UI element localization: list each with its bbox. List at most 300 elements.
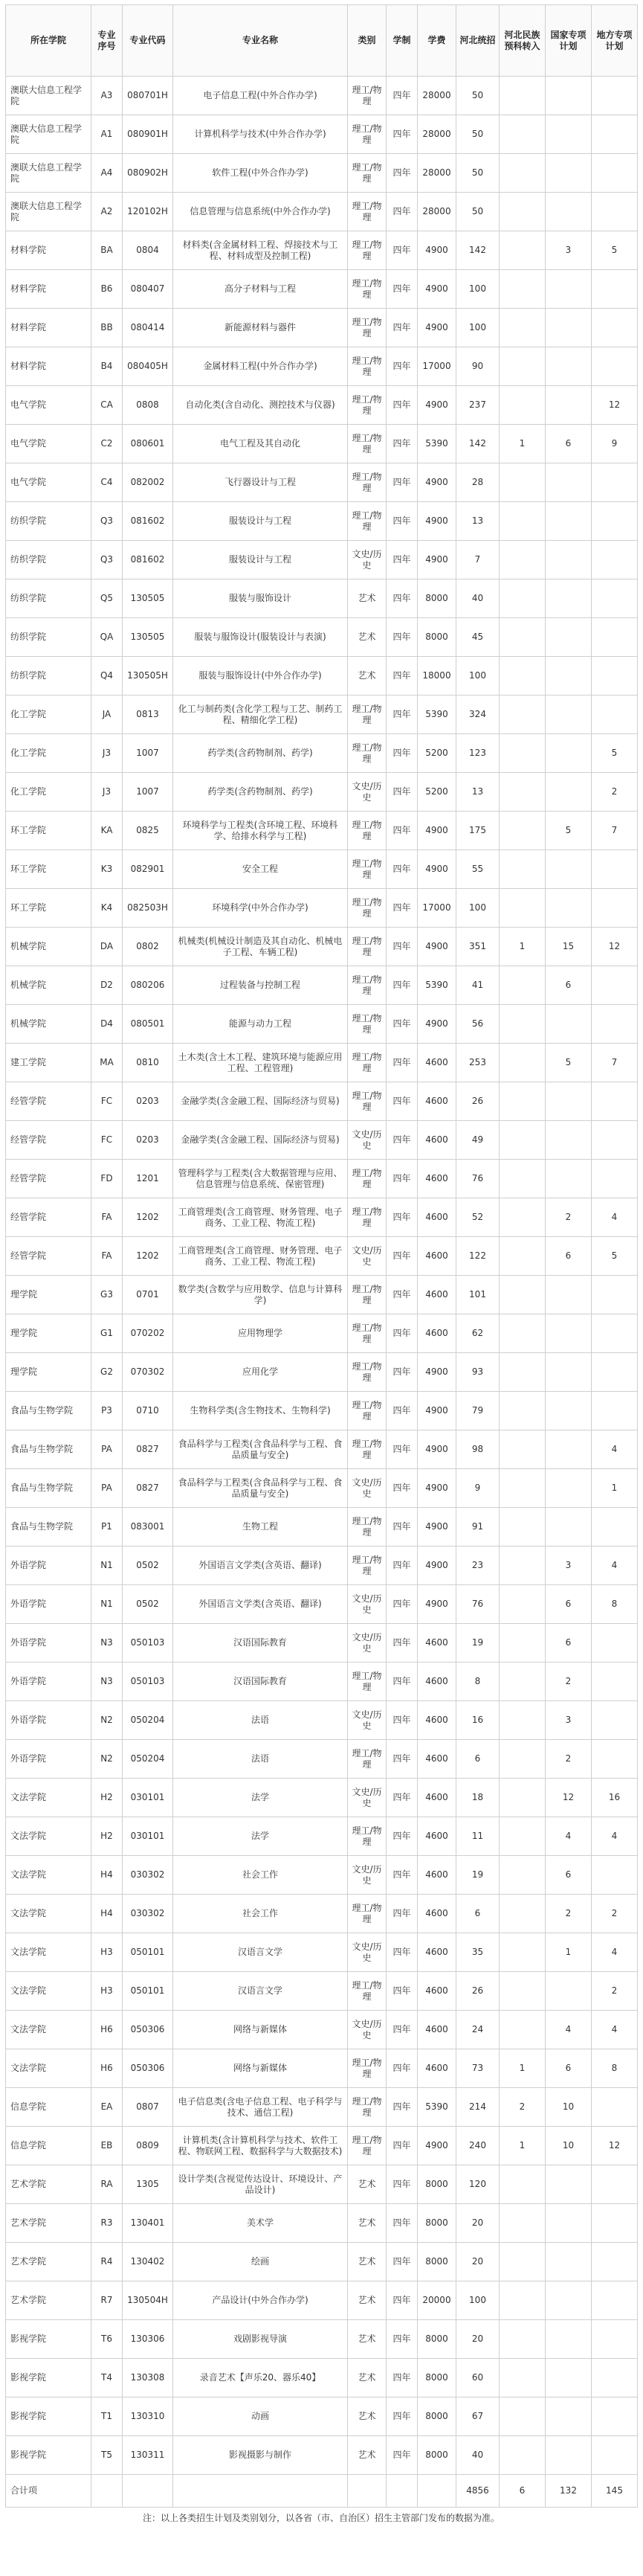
cell-seq: T5 (91, 2436, 123, 2475)
table-row (6, 966, 638, 1005)
cell-fee: 4900 (418, 850, 456, 889)
cell-code: 082901 (123, 850, 173, 889)
cell-seq: CA (91, 386, 123, 425)
cell-college: 材料学院 (6, 347, 91, 386)
cell-minzu (500, 2397, 546, 2436)
cell-name: 设计学类(含视觉传达设计、环境设计、产品设计) (173, 2165, 348, 2204)
cell-college: 经管学院 (6, 1237, 91, 1276)
cell-name: 食品科学与工程类(含食品科学与工程、食品质量与安全) (173, 1430, 348, 1469)
table-row (6, 734, 638, 773)
cell-fee: 4900 (418, 1546, 456, 1585)
cell-fee: 4600 (418, 1276, 456, 1314)
cell-seq: H2 (91, 1817, 123, 1856)
cell-name: 食品科学与工程类(含食品科学与工程、食品质量与安全) (173, 1469, 348, 1508)
cell-hebei: 100 (456, 657, 500, 696)
cell-code: 050306 (123, 2049, 173, 2088)
cell-category: 理工/物理 (348, 1430, 387, 1469)
cell-category: 理工/物理 (348, 1005, 387, 1044)
cell-national: 2 (546, 1895, 592, 1933)
cell-fee: 4900 (418, 309, 456, 347)
cell-minzu (500, 1740, 546, 1779)
table-row (6, 309, 638, 347)
cell-minzu (500, 889, 546, 928)
cell-code: 082002 (123, 463, 173, 502)
cell-minzu (500, 1933, 546, 1972)
cell-years: 四年 (387, 928, 418, 966)
table-row (6, 850, 638, 889)
cell-category: 文史/历史 (348, 1624, 387, 1663)
cell-fee: 18000 (418, 657, 456, 696)
table-header-row (6, 5, 638, 77)
cell-years: 四年 (387, 502, 418, 541)
cell-seq: T1 (91, 2397, 123, 2436)
cell-local (592, 618, 638, 657)
cell-category: 理工/物理 (348, 1392, 387, 1430)
cell-years: 四年 (387, 270, 418, 309)
cell-name: 汉语言文学 (173, 1933, 348, 1972)
cell-code: 030302 (123, 1895, 173, 1933)
cell-hebei: 20 (456, 2243, 500, 2281)
cell-fee: 28000 (418, 154, 456, 193)
cell-local: 1 (592, 1469, 638, 1508)
table-row (6, 463, 638, 502)
cell-college: 理学院 (6, 1314, 91, 1353)
cell-years: 四年 (387, 966, 418, 1005)
cell-seq: K3 (91, 850, 123, 889)
cell-seq: R7 (91, 2281, 123, 2320)
cell-category: 理工/物理 (348, 812, 387, 850)
cell-code: 080206 (123, 966, 173, 1005)
cell-category: 理工/物理 (348, 928, 387, 966)
cell-local (592, 1005, 638, 1044)
cell-minzu (500, 463, 546, 502)
cell-minzu (500, 154, 546, 193)
cell-hebei: 60 (456, 2359, 500, 2397)
cell-minzu (500, 1121, 546, 1160)
table-row (6, 889, 638, 928)
cell-hebei: 100 (456, 270, 500, 309)
cell-minzu (500, 2011, 546, 2049)
cell-name: 电气工程及其自动化 (173, 425, 348, 463)
cell-national (546, 1314, 592, 1353)
cell-fee: 4900 (418, 1430, 456, 1469)
cell-category: 理工/物理 (348, 502, 387, 541)
cell-category: 理工/物理 (348, 734, 387, 773)
cell-fee: 8000 (418, 2320, 456, 2359)
cell-local: 16 (592, 1779, 638, 1817)
cell-seq: B4 (91, 347, 123, 386)
table-row (6, 270, 638, 309)
cell-fee: 8000 (418, 2359, 456, 2397)
cell-seq: H3 (91, 1933, 123, 1972)
cell-code: 080701H (123, 77, 173, 115)
cell-seq: Q3 (91, 541, 123, 579)
cell-local (592, 77, 638, 115)
cell-empty (91, 2475, 123, 2508)
cell-local: 9 (592, 425, 638, 463)
cell-college: 纺织学院 (6, 579, 91, 618)
cell-national: 2 (546, 1198, 592, 1237)
cell-fee: 4900 (418, 386, 456, 425)
cell-local (592, 2436, 638, 2475)
cell-years: 四年 (387, 1160, 418, 1198)
cell-seq: FD (91, 1160, 123, 1198)
cell-national (546, 77, 592, 115)
cell-college: 材料学院 (6, 231, 91, 270)
cell-national: 2 (546, 1740, 592, 1779)
cell-seq: JA (91, 696, 123, 734)
cell-category: 理工/物理 (348, 1353, 387, 1392)
cell-seq: Q4 (91, 657, 123, 696)
cell-code: 080407 (123, 270, 173, 309)
total-label: 合计项 (6, 2475, 91, 2508)
cell-category: 理工/物理 (348, 463, 387, 502)
cell-local (592, 2359, 638, 2397)
cell-years: 四年 (387, 2088, 418, 2127)
cell-fee: 4600 (418, 1817, 456, 1856)
cell-local: 4 (592, 2011, 638, 2049)
cell-seq: EB (91, 2127, 123, 2165)
cell-years: 四年 (387, 1237, 418, 1276)
cell-years: 四年 (387, 1392, 418, 1430)
cell-name: 环境科学(中外合作办学) (173, 889, 348, 928)
cell-years: 四年 (387, 696, 418, 734)
cell-name: 电子信息类(含电子信息工程、电子科学与技术、通信工程) (173, 2088, 348, 2127)
cell-years: 四年 (387, 77, 418, 115)
cell-years: 四年 (387, 734, 418, 773)
cell-local: 4 (592, 1430, 638, 1469)
cell-hebei: 19 (456, 1856, 500, 1895)
cell-seq: N2 (91, 1701, 123, 1740)
cell-national (546, 1430, 592, 1469)
cell-fee: 28000 (418, 193, 456, 231)
header-national: 国家专项计划 (546, 5, 592, 77)
cell-national: 15 (546, 928, 592, 966)
cell-category: 艺术 (348, 2243, 387, 2281)
table-row (6, 1276, 638, 1314)
cell-local (592, 502, 638, 541)
table-row (6, 657, 638, 696)
cell-college: 电气学院 (6, 463, 91, 502)
cell-empty (348, 2475, 387, 2508)
cell-college: 理学院 (6, 1353, 91, 1392)
cell-seq: FA (91, 1237, 123, 1276)
cell-national (546, 386, 592, 425)
cell-hebei: 28 (456, 463, 500, 502)
cell-minzu (500, 850, 546, 889)
cell-fee: 4900 (418, 928, 456, 966)
cell-fee: 5390 (418, 425, 456, 463)
cell-local (592, 270, 638, 309)
cell-fee: 4600 (418, 2049, 456, 2088)
cell-local: 2 (592, 1972, 638, 2011)
cell-local (592, 347, 638, 386)
cell-category: 理工/物理 (348, 386, 387, 425)
cell-code: 1007 (123, 734, 173, 773)
cell-category: 艺术 (348, 2281, 387, 2320)
cell-code: 050101 (123, 1972, 173, 2011)
cell-name: 法语 (173, 1740, 348, 1779)
cell-category: 理工/物理 (348, 696, 387, 734)
cell-years: 四年 (387, 1005, 418, 1044)
cell-code: 030101 (123, 1779, 173, 1817)
cell-seq: PA (91, 1469, 123, 1508)
cell-code: 081602 (123, 541, 173, 579)
cell-national (546, 309, 592, 347)
cell-code: 080601 (123, 425, 173, 463)
cell-name: 药学类(含药物制剂、药学) (173, 773, 348, 812)
cell-seq: RA (91, 2165, 123, 2204)
cell-national (546, 270, 592, 309)
cell-fee: 4600 (418, 1701, 456, 1740)
cell-seq: T4 (91, 2359, 123, 2397)
cell-hebei: 19 (456, 1624, 500, 1663)
cell-code: 120102H (123, 193, 173, 231)
cell-college: 文法学院 (6, 1933, 91, 1972)
cell-national (546, 850, 592, 889)
cell-seq: MA (91, 1044, 123, 1082)
cell-minzu: 1 (500, 425, 546, 463)
header-hebei: 河北统招 (456, 5, 500, 77)
cell-hebei: 324 (456, 696, 500, 734)
cell-national (546, 2397, 592, 2436)
cell-national (546, 1121, 592, 1160)
cell-college: 电气学院 (6, 425, 91, 463)
cell-hebei: 11 (456, 1817, 500, 1856)
cell-fee: 4600 (418, 1160, 456, 1198)
cell-fee: 4600 (418, 1933, 456, 1972)
cell-seq: R3 (91, 2204, 123, 2243)
cell-college: 经管学院 (6, 1198, 91, 1237)
cell-category: 理工/物理 (348, 231, 387, 270)
cell-code: 0502 (123, 1546, 173, 1585)
cell-hebei: 123 (456, 734, 500, 773)
cell-college: 材料学院 (6, 270, 91, 309)
cell-college: 澳联大信息工程学院 (6, 115, 91, 154)
cell-years: 四年 (387, 1430, 418, 1469)
table-row (6, 579, 638, 618)
cell-fee: 8000 (418, 618, 456, 657)
cell-seq: EA (91, 2088, 123, 2127)
cell-category: 文史/历史 (348, 1856, 387, 1895)
cell-college: 影视学院 (6, 2320, 91, 2359)
cell-name: 金属材料工程(中外合作办学) (173, 347, 348, 386)
cell-national (546, 347, 592, 386)
cell-national: 6 (546, 1237, 592, 1276)
cell-seq: H6 (91, 2011, 123, 2049)
cell-code: 130310 (123, 2397, 173, 2436)
cell-category: 理工/物理 (348, 115, 387, 154)
cell-category: 理工/物理 (348, 1198, 387, 1237)
cell-hebei: 26 (456, 1972, 500, 2011)
cell-seq: J3 (91, 734, 123, 773)
cell-hebei: 62 (456, 1314, 500, 1353)
cell-local (592, 2243, 638, 2281)
cell-seq: A1 (91, 115, 123, 154)
cell-name: 能源与动力工程 (173, 1005, 348, 1044)
cell-college: 食品与生物学院 (6, 1508, 91, 1546)
cell-category: 理工/物理 (348, 1082, 387, 1121)
table-row (6, 2088, 638, 2127)
cell-hebei: 20 (456, 2204, 500, 2243)
cell-fee: 4900 (418, 231, 456, 270)
cell-college: 机械学院 (6, 928, 91, 966)
cell-seq: B6 (91, 270, 123, 309)
cell-years: 四年 (387, 1663, 418, 1701)
cell-local (592, 1121, 638, 1160)
cell-fee: 4900 (418, 812, 456, 850)
cell-minzu (500, 966, 546, 1005)
cell-code: 130505 (123, 579, 173, 618)
cell-hebei: 16 (456, 1701, 500, 1740)
cell-fee: 5390 (418, 966, 456, 1005)
cell-hebei: 9 (456, 1469, 500, 1508)
header-code: 专业代码 (123, 5, 173, 77)
cell-fee: 4600 (418, 1314, 456, 1353)
cell-hebei: 52 (456, 1198, 500, 1237)
cell-hebei: 35 (456, 1933, 500, 1972)
cell-national (546, 154, 592, 193)
cell-national: 5 (546, 812, 592, 850)
cell-hebei: 175 (456, 812, 500, 850)
cell-college: 影视学院 (6, 2436, 91, 2475)
cell-category: 理工/物理 (348, 77, 387, 115)
cell-years: 四年 (387, 1044, 418, 1082)
cell-code: 130505H (123, 657, 173, 696)
table-row (6, 425, 638, 463)
cell-seq: G2 (91, 1353, 123, 1392)
cell-code: 050101 (123, 1933, 173, 1972)
cell-category: 理工/物理 (348, 1044, 387, 1082)
cell-minzu (500, 1508, 546, 1546)
cell-hebei: 56 (456, 1005, 500, 1044)
cell-fee: 5390 (418, 696, 456, 734)
cell-local: 12 (592, 386, 638, 425)
cell-minzu (500, 231, 546, 270)
cell-national (546, 115, 592, 154)
cell-category: 艺术 (348, 2397, 387, 2436)
cell-college: 食品与生物学院 (6, 1392, 91, 1430)
table-row (6, 1585, 638, 1624)
cell-local: 4 (592, 1198, 638, 1237)
cell-years: 四年 (387, 1314, 418, 1353)
cell-code: 0808 (123, 386, 173, 425)
cell-category: 艺术 (348, 579, 387, 618)
cell-seq: N1 (91, 1546, 123, 1585)
cell-seq: PA (91, 1430, 123, 1469)
table-row (6, 1237, 638, 1276)
cell-college: 食品与生物学院 (6, 1469, 91, 1508)
cell-name: 产品设计(中外合作办学) (173, 2281, 348, 2320)
cell-code: 0809 (123, 2127, 173, 2165)
cell-hebei: 237 (456, 386, 500, 425)
cell-hebei: 214 (456, 2088, 500, 2127)
cell-hebei: 91 (456, 1508, 500, 1546)
cell-local: 4 (592, 1817, 638, 1856)
cell-national (546, 2320, 592, 2359)
cell-national (546, 1469, 592, 1508)
cell-name: 高分子材料与工程 (173, 270, 348, 309)
cell-name: 数学类(含数学与应用数学、信息与计算科学) (173, 1276, 348, 1314)
cell-seq: Q5 (91, 579, 123, 618)
cell-local: 2 (592, 1895, 638, 1933)
cell-local (592, 1314, 638, 1353)
cell-college: 纺织学院 (6, 657, 91, 696)
header-seq: 专业序号 (91, 5, 123, 77)
table-row (6, 2436, 638, 2475)
cell-category: 理工/物理 (348, 425, 387, 463)
cell-years: 四年 (387, 541, 418, 579)
cell-local: 5 (592, 734, 638, 773)
cell-minzu (500, 541, 546, 579)
cell-minzu (500, 1546, 546, 1585)
cell-name: 信息管理与信息系统(中外合作办学) (173, 193, 348, 231)
cell-category: 理工/物理 (348, 2088, 387, 2127)
table-row (6, 1508, 638, 1546)
cell-local: 8 (592, 1585, 638, 1624)
cell-name: 软件工程(中外合作办学) (173, 154, 348, 193)
cell-hebei: 100 (456, 309, 500, 347)
cell-national (546, 734, 592, 773)
cell-fee: 28000 (418, 77, 456, 115)
cell-national: 10 (546, 2088, 592, 2127)
cell-local (592, 2204, 638, 2243)
cell-category: 文史/历史 (348, 1701, 387, 1740)
cell-category: 艺术 (348, 657, 387, 696)
cell-code: 0203 (123, 1121, 173, 1160)
cell-code: 070202 (123, 1314, 173, 1353)
cell-local (592, 2320, 638, 2359)
cell-seq: K4 (91, 889, 123, 928)
cell-national: 6 (546, 1856, 592, 1895)
cell-college: 外语学院 (6, 1585, 91, 1624)
cell-college: 澳联大信息工程学院 (6, 193, 91, 231)
cell-hebei: 76 (456, 1160, 500, 1198)
table-row (6, 1933, 638, 1972)
cell-seq: FA (91, 1198, 123, 1237)
cell-code: 050204 (123, 1701, 173, 1740)
cell-hebei: 23 (456, 1546, 500, 1585)
cell-years: 四年 (387, 1933, 418, 1972)
cell-code: 080501 (123, 1005, 173, 1044)
cell-years: 四年 (387, 1198, 418, 1237)
cell-years: 四年 (387, 1469, 418, 1508)
cell-minzu (500, 1198, 546, 1237)
table-row (6, 1198, 638, 1237)
total-minzu: 6 (500, 2475, 546, 2508)
cell-national: 10 (546, 2127, 592, 2165)
cell-name: 计算机类(含计算机科学与技术、软件工程、物联网工程、数据科学与大数据技术) (173, 2127, 348, 2165)
table-row (6, 2281, 638, 2320)
cell-category: 理工/物理 (348, 1276, 387, 1314)
cell-college: 经管学院 (6, 1121, 91, 1160)
cell-fee: 4600 (418, 1237, 456, 1276)
cell-college: 文法学院 (6, 1779, 91, 1817)
cell-category: 文史/历史 (348, 1779, 387, 1817)
table-row (6, 1624, 638, 1663)
cell-code: 0710 (123, 1392, 173, 1430)
table-row (6, 1972, 638, 2011)
table-row (6, 347, 638, 386)
cell-seq: DA (91, 928, 123, 966)
cell-college: 外语学院 (6, 1624, 91, 1663)
cell-minzu (500, 2165, 546, 2204)
cell-years: 四年 (387, 231, 418, 270)
cell-code: 1202 (123, 1237, 173, 1276)
cell-fee: 4600 (418, 1198, 456, 1237)
cell-seq: H6 (91, 2049, 123, 2088)
cell-national (546, 1972, 592, 2011)
